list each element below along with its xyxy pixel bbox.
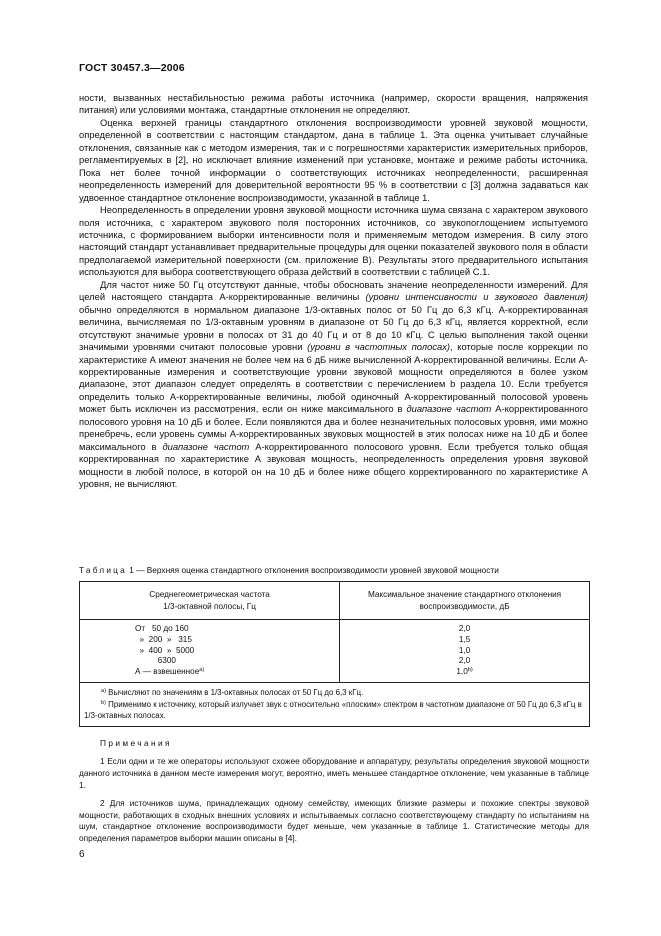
footnote bbox=[84, 687, 585, 699]
header-line: Среднегеометрическая частота bbox=[149, 590, 270, 599]
table-cell: От 50 до 160 bbox=[135, 624, 189, 633]
footnote-text: Применимо к источнику, который излучает звук с относительно «плоским» спектром в частотном диапазоне от 50 Гц до 6,3 кГц в 1/3-октавных полосах. bbox=[84, 699, 582, 721]
table-cell: 2,0 bbox=[458, 624, 471, 633]
table-cell: 6300 bbox=[135, 656, 176, 666]
text-run: А-корректированного полосового уровня на 10 дБ и более. Если появляются два и более незначительных полосовых уровня, ими можно пренебречь, если уровень суммы А-корректированных звуковых мощностей в этих полосах ниже на 10 дБ и более максимального в bbox=[79, 403, 588, 452]
frequency-column bbox=[80, 620, 340, 683]
body-text bbox=[79, 92, 588, 491]
notes-section bbox=[79, 738, 589, 845]
cell-text: 1,0 bbox=[456, 667, 468, 677]
text-run: Для частот ниже 50 Гц отсутствуют данные, чтобы обосновать значение неопределенности измерений. Для целей настоящего стандарта А-корректированные величины bbox=[79, 278, 588, 303]
deviation-column bbox=[340, 620, 590, 683]
cell-text: А — взвешенное bbox=[135, 667, 200, 677]
footnote-text: Вычисляют по значениям в 1/3-октавных полосах от 50 Гц до 6,3 кГц. bbox=[105, 688, 364, 697]
paragraph: ности, вызванных нестабильностью режима работы источника (например, скорости вращения, напряжения питания) или условиями монтажа, стандартные отклонения не определяют. bbox=[79, 92, 588, 116]
page-number: 6 bbox=[79, 849, 85, 860]
text-run: , которые после коррекции по характеристике А имеют значения не более чем на 6 дБ ниже вычисленной А-корректированной величины. Если А-корректированные измерения и соответствующие уровни звуковой мощности определяются в более узком диапазоне, этот диапазон следует определять в соответствии с перечислением b раздела 10. Если требуется определить только А-корректированные величины, любой одиночный А-корректированный полосовой уровень может быть исключен из рассмотрения, если он ниже максимального в bbox=[79, 341, 588, 415]
table-caption bbox=[79, 565, 599, 575]
table-body-row bbox=[80, 620, 590, 683]
note-item: 1 Если одни и те же операторы используют схожее оборудование и аппаратуру, результаты определения звуковой мощности данного источника в данном месте измерения могут, вероятно, иметь меньшее стандартное отклонение, чем указанные в таблице 1. bbox=[79, 755, 589, 790]
table-1 bbox=[79, 581, 590, 727]
text-run: обычно определяются в нормальном диапазоне 1/3-октавных полос от 50 Гц до 6,3 кГц. А-корректированная величина, вычисляемая по 1/3-октавным уровням в диапазоне от 50 Гц до 6,3 кГц, является корректной, если отсутствуют значимые уровни в полосах от 31 до 40 Гц и от 8 до 10 кГц. С целью выполнения такой оценки значимыми уровнями считают полосовые уровни bbox=[79, 303, 588, 353]
footnote-mark: а) bbox=[101, 688, 106, 694]
note-item: 2 Для источников шума, принадлежащих одному семейству, имеющих близкие размеры и похожие спектры звуковой мощности, работающих в сходных внешних условиях и испытываемых согласно соответствующему стандарту по испытаниям на шум, стандартное отклонение воспроизводимости будет меньше, чем указанные в таблице 1. Статистические методы для определения параметров выборки машин описаны в [4]. bbox=[79, 797, 589, 844]
italic-run: диапазоне частот bbox=[406, 403, 492, 415]
header-cell-deviation bbox=[340, 582, 590, 620]
table-cell: 2,0 bbox=[458, 656, 471, 666]
table-cell: 1,0 bbox=[458, 645, 471, 655]
table-cell: » 200 » 315 bbox=[135, 634, 192, 644]
paragraph: Неопределенность в определении уровня звуковой мощности источника шума связана с характером звукового поля источника, с характером звукового поля посторонних источников, со звукопоглощением испытуемого источника, с формированием выборки интенсивности поля и применяемым методом измерения. В силу этого настоящий стандарт устанавливает предварительные процедуры для оценки показателей звукового поля в области предполагаемой измерительной поверхности (см. приложение В). Результаты этого предварительного испытания используются для выбора соответствующего образа действий в соответствии с таблицей С.1. bbox=[79, 204, 588, 278]
header-cell-frequency bbox=[80, 582, 340, 620]
paragraph bbox=[79, 279, 588, 491]
header-line: Максимальное значение стандартного отклонения bbox=[367, 590, 562, 599]
caption-text: 1 — Верхняя оценка стандартного отклонения воспроизводимости уровней звуковой мощности bbox=[126, 565, 499, 575]
footnote bbox=[84, 699, 585, 722]
header-line: воспроизводимости, дБ bbox=[419, 602, 510, 612]
caption-label: Таблица bbox=[79, 565, 127, 575]
table-footnote-row bbox=[80, 683, 590, 727]
italic-run: (уровни в частотных полосах) bbox=[307, 341, 451, 353]
text-run: А-корректированного полосового уровня. Если требуется только общая корректированная по характеристике А звуковая мощность, неопределенность определения уровня звуковой мощности в любой полосе, в которой он на 10 дБ и более ниже общего корректированного по характеристике А уровня, не вычисляют. bbox=[79, 440, 588, 490]
footnote-mark: b) bbox=[101, 699, 106, 706]
document-header: ГОСТ 30457.3—2006 bbox=[79, 62, 185, 74]
table-cell: » 400 » 5000 bbox=[135, 645, 195, 655]
table-cell bbox=[340, 667, 589, 678]
footnote-ref: b) bbox=[467, 667, 473, 674]
header-line: 1/3-октавной полосы, Гц bbox=[163, 602, 256, 612]
table-header-row bbox=[80, 582, 590, 620]
notes-heading: Примечания bbox=[100, 738, 172, 748]
table-footnotes bbox=[80, 683, 590, 727]
italic-run: (уровни интенсивности и звукового давления) bbox=[365, 291, 588, 303]
italic-run: диапазоне частот bbox=[162, 440, 250, 452]
paragraph: Оценка верхней границы стандартного отклонения воспроизводимости уровней звуковой мощности, определенной в соответствии с настоящим стандартом, дана в таблице 1. Эта оценка учитывает случайные отклонения, связанные как с методом измерения, так и с погрешностями характеристик измерительных приборов, регламентируемых в [2], но исключает влияние изменений при установке, монтаже и режиме работы источника. Пока нет более точной информации о соответствующих источниках неопределенности, расширенная неопределенность измерений для доверительной вероятности 95 % в соответствии с [3] должна задаваться как удвоенное стандартное отклонение воспроизводимости, указанной в таблице 1. bbox=[79, 116, 588, 203]
table-cell bbox=[135, 667, 339, 678]
table-cell: 1,5 bbox=[458, 634, 471, 644]
footnote-ref: а) bbox=[199, 667, 205, 674]
